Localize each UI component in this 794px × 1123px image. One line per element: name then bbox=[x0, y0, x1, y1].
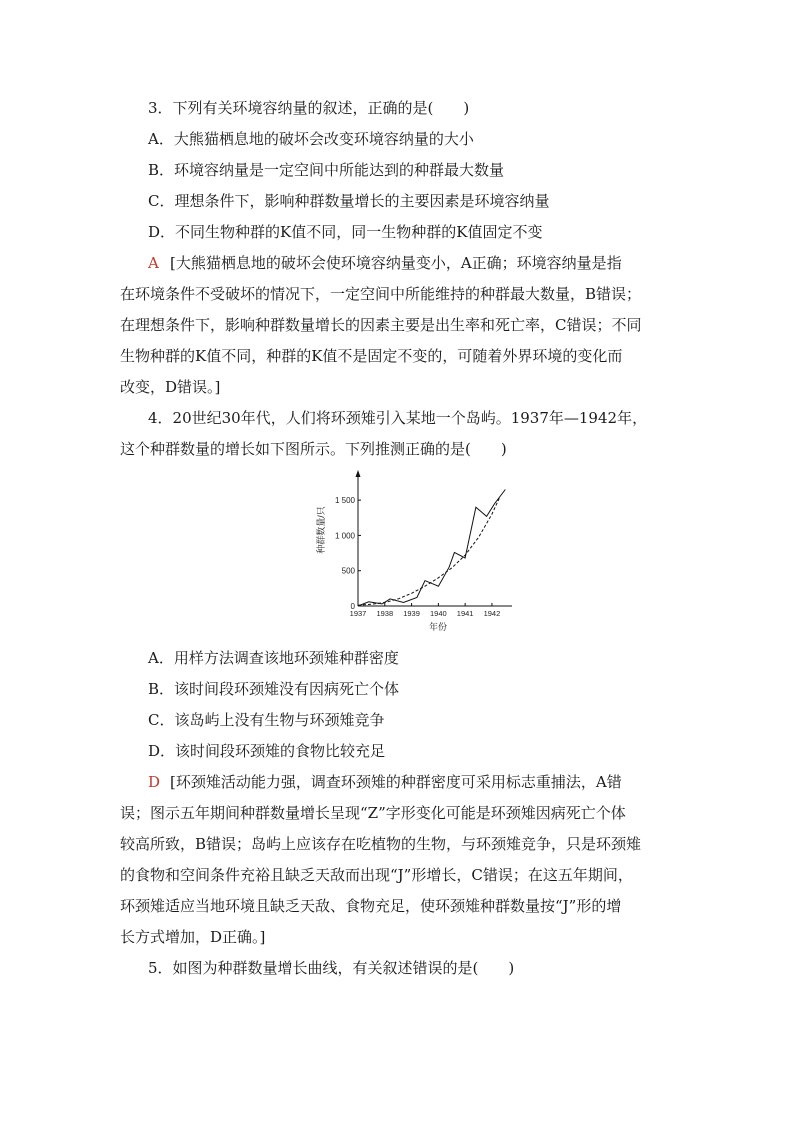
q3-option-a: A．大熊猫栖息地的破坏会改变环境容纳量的大小 bbox=[148, 130, 474, 148]
trend-dashed-line bbox=[358, 497, 500, 606]
q4-explanation-line: 环颈雉适应当地环境且缺乏天敌、食物充足，使环颈雉种群数量按“J”形的增 bbox=[120, 897, 622, 915]
q5-stem: 5．如图为种群数量增长曲线，有关叙述错误的是( ) bbox=[148, 959, 515, 977]
y-axis-arrow bbox=[356, 470, 361, 477]
q4-explanation-line: [环颈雉活动能力强，调查环颈雉的种群密度可采用标志重捕法，A错 bbox=[170, 773, 622, 791]
x-tick-label: 1941 bbox=[456, 609, 474, 618]
q4-option-d: D．该时间段环颈雉的食物比较充足 bbox=[148, 742, 386, 760]
x-tick-label: 1938 bbox=[376, 609, 394, 618]
q4-stem-line: 4．20世纪30年代，人们将环颈雉引入某地一个岛屿。1937年—1942年， bbox=[148, 409, 648, 427]
q3-explanation-line: [大熊猫栖息地的破坏会使环境容纳量变小，A正确；环境容纳量是指 bbox=[170, 254, 622, 272]
chart-y-axis-label: 种群数量/只 bbox=[316, 506, 326, 554]
chart-series bbox=[358, 490, 505, 607]
y-tick-label: 1 500 bbox=[334, 496, 355, 506]
q4-explanation-line: 较高所致，B错误；岛屿上应该存在吃植物的生物，与环颈雉竞争，只是环颈雉 bbox=[120, 835, 642, 853]
q3-option-d: D．不同生物种群的K值不同，同一生物种群的K值固定不变 bbox=[148, 223, 543, 241]
q3-explanation-line: 在环境条件不受破坏的情况下，一定空间中所能维持的种群最大数量，B错误； bbox=[120, 285, 642, 303]
q3-stem: 3．下列有关环境容纳量的叙述，正确的是( ) bbox=[148, 99, 470, 117]
x-tick-label: 1939 bbox=[403, 609, 420, 618]
y-tick-label: 1 000 bbox=[334, 531, 355, 541]
q3-explanation-line: 改变，D错误。] bbox=[120, 378, 221, 396]
y-tick-label: 0 bbox=[350, 602, 355, 611]
q3-explanation-line: 在理想条件下，影响种群数量增长的因素主要是出生率和死亡率，C错误；不同 bbox=[120, 316, 642, 334]
chart-x-axis-label: 年份 bbox=[428, 622, 448, 632]
q4-stem-line: 这个种群数量的增长如下图所示。下列推测正确的是( ) bbox=[120, 440, 507, 458]
chart-ticks bbox=[335, 496, 500, 618]
q4-option-b: B．该时间段环颈雉没有因病死亡个体 bbox=[148, 680, 400, 698]
q4-explanation-line: 的食物和空间条件充裕且缺乏天敌而出现“J”形增长，C错误；在这五年期间， bbox=[120, 866, 633, 884]
q4-option-a: A．用样方法调查该地环颈雉种群密度 bbox=[148, 649, 399, 667]
population-solid-line bbox=[358, 490, 505, 607]
q4-explanation-line: 误；图示五年期间种群数量增长呈现“Z”字形变化可能是环颈雉因病死亡个体 bbox=[120, 804, 626, 822]
q3-option-b: B．环境容纳量是一定空间中所能达到的种群最大数量 bbox=[148, 161, 505, 179]
population-growth-chart bbox=[312, 468, 512, 638]
q3-option-c: C．理想条件下，影响种群数量增长的主要因素是环境容纳量 bbox=[148, 192, 550, 210]
q3-explanation-line: 生物种群的K值不同，种群的K值不是固定不变的，可随着外界环境的变化而 bbox=[120, 347, 623, 365]
y-tick-label: 500 bbox=[341, 566, 355, 576]
x-tick-label: 1942 bbox=[483, 609, 501, 618]
q4-option-c: C．该岛屿上没有生物与环颈雉竞争 bbox=[148, 711, 385, 729]
q4-explanation-line: 长方式增加，D正确。] bbox=[120, 928, 266, 946]
x-tick-label: 1937 bbox=[349, 609, 367, 618]
q4-answer: D bbox=[148, 773, 161, 791]
x-tick-label: 1940 bbox=[430, 609, 447, 618]
chart-axes bbox=[356, 470, 513, 609]
q3-answer: A bbox=[148, 254, 159, 272]
